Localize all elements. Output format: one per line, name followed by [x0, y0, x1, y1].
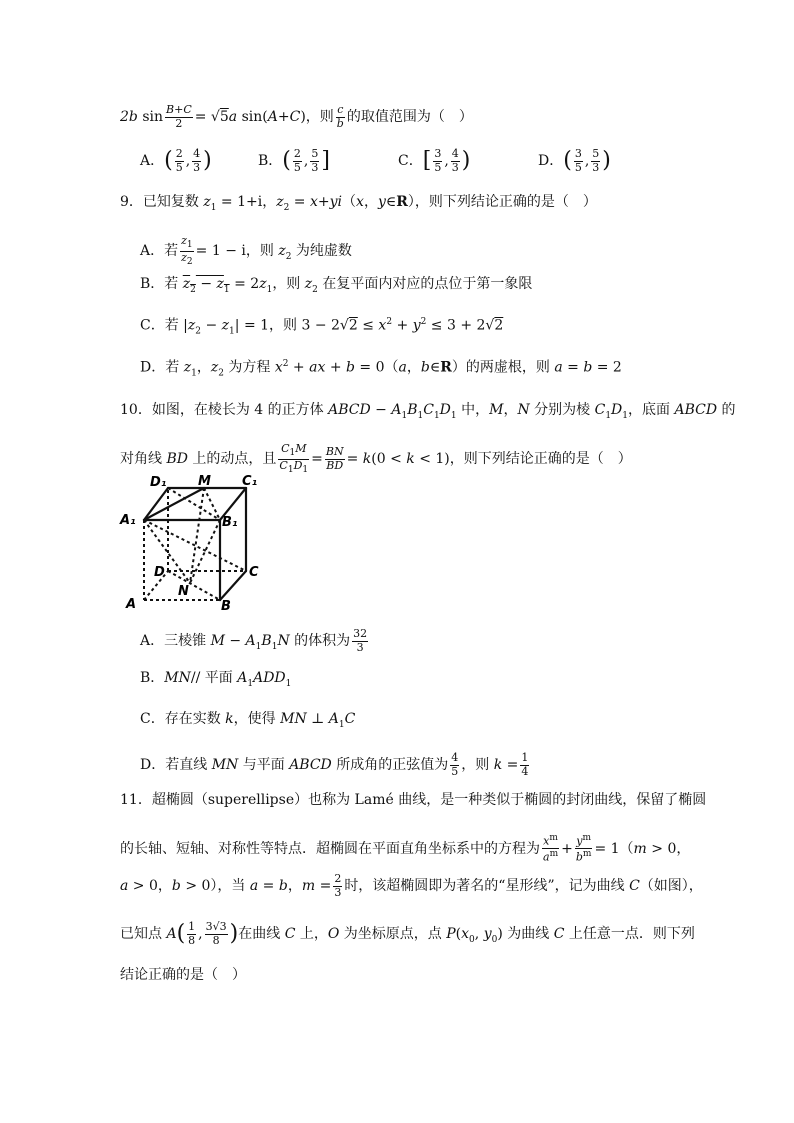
label-b: B: [221, 599, 231, 614]
edge-cb: [220, 571, 246, 600]
label-a1: A₁: [120, 513, 136, 528]
q10-stem-line2: 对角线 BD 上的动点，且 $\frac{C_1M}{C_1D_1}$ = $\frac{BN}{BD}$ = k(0 < k < 1)，则下列结论正确的是（ ）: [120, 442, 632, 475]
q9-stem: 9．已知复数 $z_1 = 1+i$，$z_2 = x+yi(x$，y∈R），则下列结论正确的是（ ）: [120, 194, 597, 213]
q8-stem-render: 2b sin $\frac{B+C}{2}$ = √5a sin(A+C)，则 $\frac{c}{b}$ 的取值范围为（ ）: [120, 103, 473, 130]
q11-line5: 结论正确的是（ ）: [120, 967, 246, 983]
label-a: A: [126, 597, 137, 612]
q8-option-b[interactable]: B．( $\frac{2}{5}$ , $\frac{5}{3}$ ]: [258, 147, 330, 174]
label-m: M: [198, 474, 211, 489]
label-c: C: [249, 565, 259, 580]
q11-line3: a > 0，b > 0），当 a = b，m = $\frac{2}{3}$ 时，该超椭圆即为著名的“星形线”，记为曲线 C（如图），: [120, 872, 703, 899]
q8-option-d[interactable]: D．( $\frac{3}{5}$ , $\frac{5}{3}$ ): [538, 147, 611, 174]
q10-option-b[interactable]: B．MN// 平面 $A_1ADD_1$: [140, 670, 292, 689]
q11-line2: 的长轴、短轴、对称性等特点．超椭圆在平面直角坐标系中的方程为 $\frac{x^m}{a^m}$ + $\frac{y^m}{b^m}$ = 1（m > 0，: [120, 833, 691, 864]
segment-mn: [190, 488, 204, 583]
edge-a1d1: [144, 488, 168, 520]
q10-option-c[interactable]: C．存在实数 k，使得 MN ⊥ $A_1C$: [140, 711, 356, 730]
q9-option-a[interactable]: A．若 $\frac{z_1}{z_2}$ = 1 − i，则 $z_2$ 为纯虚数: [140, 234, 352, 267]
label-d: D: [154, 565, 165, 580]
q10-option-a[interactable]: A．三棱锥 $M - A_1B_1N$ 的体积为 $\frac{32}{3}$: [140, 627, 368, 654]
cube-figure: [118, 474, 268, 614]
q11-line1: 11．超椭圆（superellipse）也称为 Lamé 曲线，是一种类似于椭圆的封闭曲线，保留了椭圆: [120, 792, 707, 808]
q8-option-a[interactable]: A．( $\frac{2}{5}$ , $\frac{4}{3}$ ): [140, 147, 212, 174]
label-d1: D₁: [150, 475, 167, 490]
q11-line4: 已知点 A( $\frac{1}{8}$ , $\frac{3√3}{8}$ )在曲线 C 上，O 为坐标原点，点 $P(x_0$, $y_0$) 为曲线 C 上任意一点．则下列: [120, 920, 695, 947]
q8-option-c[interactable]: C．[ $\frac{3}{5}$ , $\frac{4}{3}$ ): [398, 147, 471, 174]
q10-option-d[interactable]: D．若直线 MN 与平面 ABCD 所成角的正弦值为 $\frac{4}{5}$ ，则 k = $\frac{1}{4}$: [140, 751, 529, 778]
q10-stem-line1: 10．如图，在棱长为 4 的正方体 ABCD − $A_1B_1C_1D_1$ 中，M，N 分别为棱 $C_1D_1$，底面 ABCD 的: [120, 402, 736, 421]
q9-option-c[interactable]: C．若 $|z_2 - z_1| = 1$，则 $3 - 2√2 \le x^2 + y^2 \le 3 + 2√2$: [140, 317, 504, 337]
label-n: N: [178, 584, 189, 599]
segment-mb1: [204, 488, 220, 520]
label-b1: B₁: [222, 515, 238, 530]
label-c1: C₁: [242, 474, 258, 489]
q9-option-d[interactable]: D．若 $z_1$，$z_2$ 为方程 $x^2$ + ax + b = 0（a，b∈R）的两虚根，则 a = b = 2: [140, 359, 622, 379]
q9-option-b[interactable]: B．若 $z_2 - z_1 = 2z_1$，则 $z_2$ 在复平面内对应的点位于第一象限: [140, 276, 533, 295]
